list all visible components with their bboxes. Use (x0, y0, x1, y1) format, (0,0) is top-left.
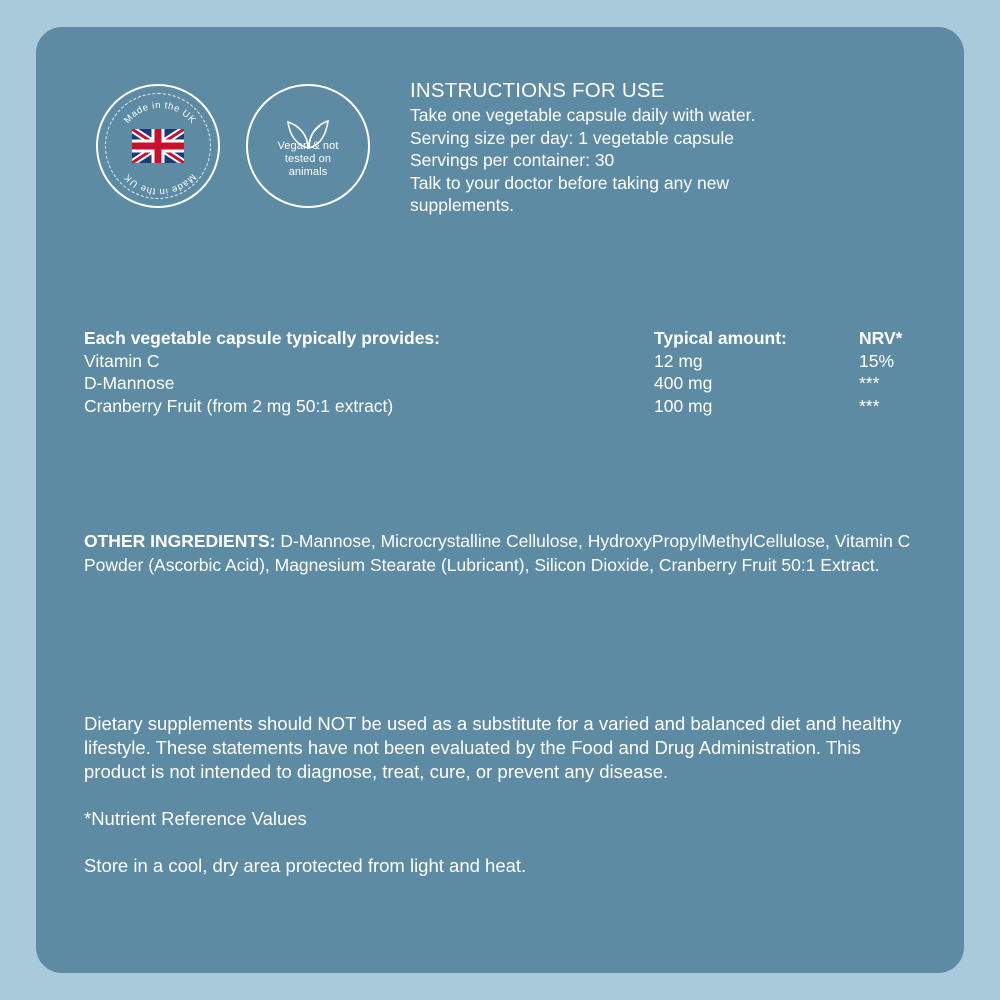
arc-top-label: Made in the UK (122, 99, 199, 126)
nutrient-name: Vitamin C (84, 350, 160, 371)
instructions-line-4: Talk to your doctor before taking any new (410, 172, 730, 193)
disclaimer-section (84, 712, 914, 878)
other-ingredients-text: D-Mannose, Microcrystalline Cellulose, HydroxyPropylMethylCellulose, Vitamin C Powder (Ascorbic Acid), Magnesium Stearate (Lubricant), Silicon Dioxide, Cranberry Fruit 50:1 Extract. (84, 531, 911, 575)
nutrient-amount: 400 mg (654, 373, 713, 393)
nutrient-amount: 100 mg (654, 395, 713, 416)
leaf-icon (284, 114, 332, 150)
instructions-for-use-section (410, 79, 880, 217)
vegan-line-3: animals (288, 165, 328, 178)
instructions-line-2: Serving size per day: 1 vegetable capsule (410, 127, 734, 148)
vegan-line-2: tested on (284, 152, 332, 165)
instructions-line-5: supplements. (410, 195, 515, 215)
column-header-nrv: NRV* (859, 328, 903, 348)
instructions-line-1: Take one vegetable capsule daily with water. (410, 105, 756, 125)
made-in-uk-badge (96, 84, 220, 208)
nrv-footnote: *Nutrient Reference Values (84, 808, 307, 829)
instructions-heading: INSTRUCTIONS FOR USE (410, 79, 665, 102)
other-ingredients-label: OTHER INGREDIENTS: (84, 531, 276, 551)
table-row (84, 350, 920, 373)
uk-flag-icon (132, 129, 184, 163)
nutrient-nrv: *** (859, 395, 880, 416)
nutrition-table-header (84, 327, 920, 350)
nutrient-nrv: *** (859, 373, 880, 393)
storage-instructions: Store in a cool, dry area protected from light and heat. (84, 855, 527, 876)
supplement-label-panel (36, 27, 964, 973)
vegan-badge (246, 84, 370, 208)
nutrient-name: D-Mannose (84, 373, 175, 393)
nutrition-table (84, 327, 920, 417)
column-header-typical-amount: Typical amount: (654, 328, 787, 348)
nutrient-name: Cranberry Fruit (from 2 mg 50:1 extract) (84, 395, 394, 416)
nutrient-amount: 12 mg (654, 350, 703, 371)
arc-bottom-label: Made in the UK (121, 171, 199, 198)
column-header-provides: Each vegetable capsule typically provides: (84, 328, 440, 348)
vegan-line-1: Vegan & not (277, 139, 339, 152)
instructions-line-3: Servings per container: 30 (410, 150, 615, 170)
disclaimer-paragraph: Dietary supplements should NOT be used as a substitute for a varied and balanced diet and healthy lifestyle. These statements have not been evaluated by the Food and Drug Administration. This product is not intended to diagnose, treat, cure, or prevent any disease. (84, 713, 902, 782)
table-row (84, 395, 920, 418)
other-ingredients-section (84, 530, 924, 577)
nutrient-nrv: 15% (859, 350, 895, 371)
certification-badges (96, 84, 370, 208)
table-row (84, 372, 920, 395)
